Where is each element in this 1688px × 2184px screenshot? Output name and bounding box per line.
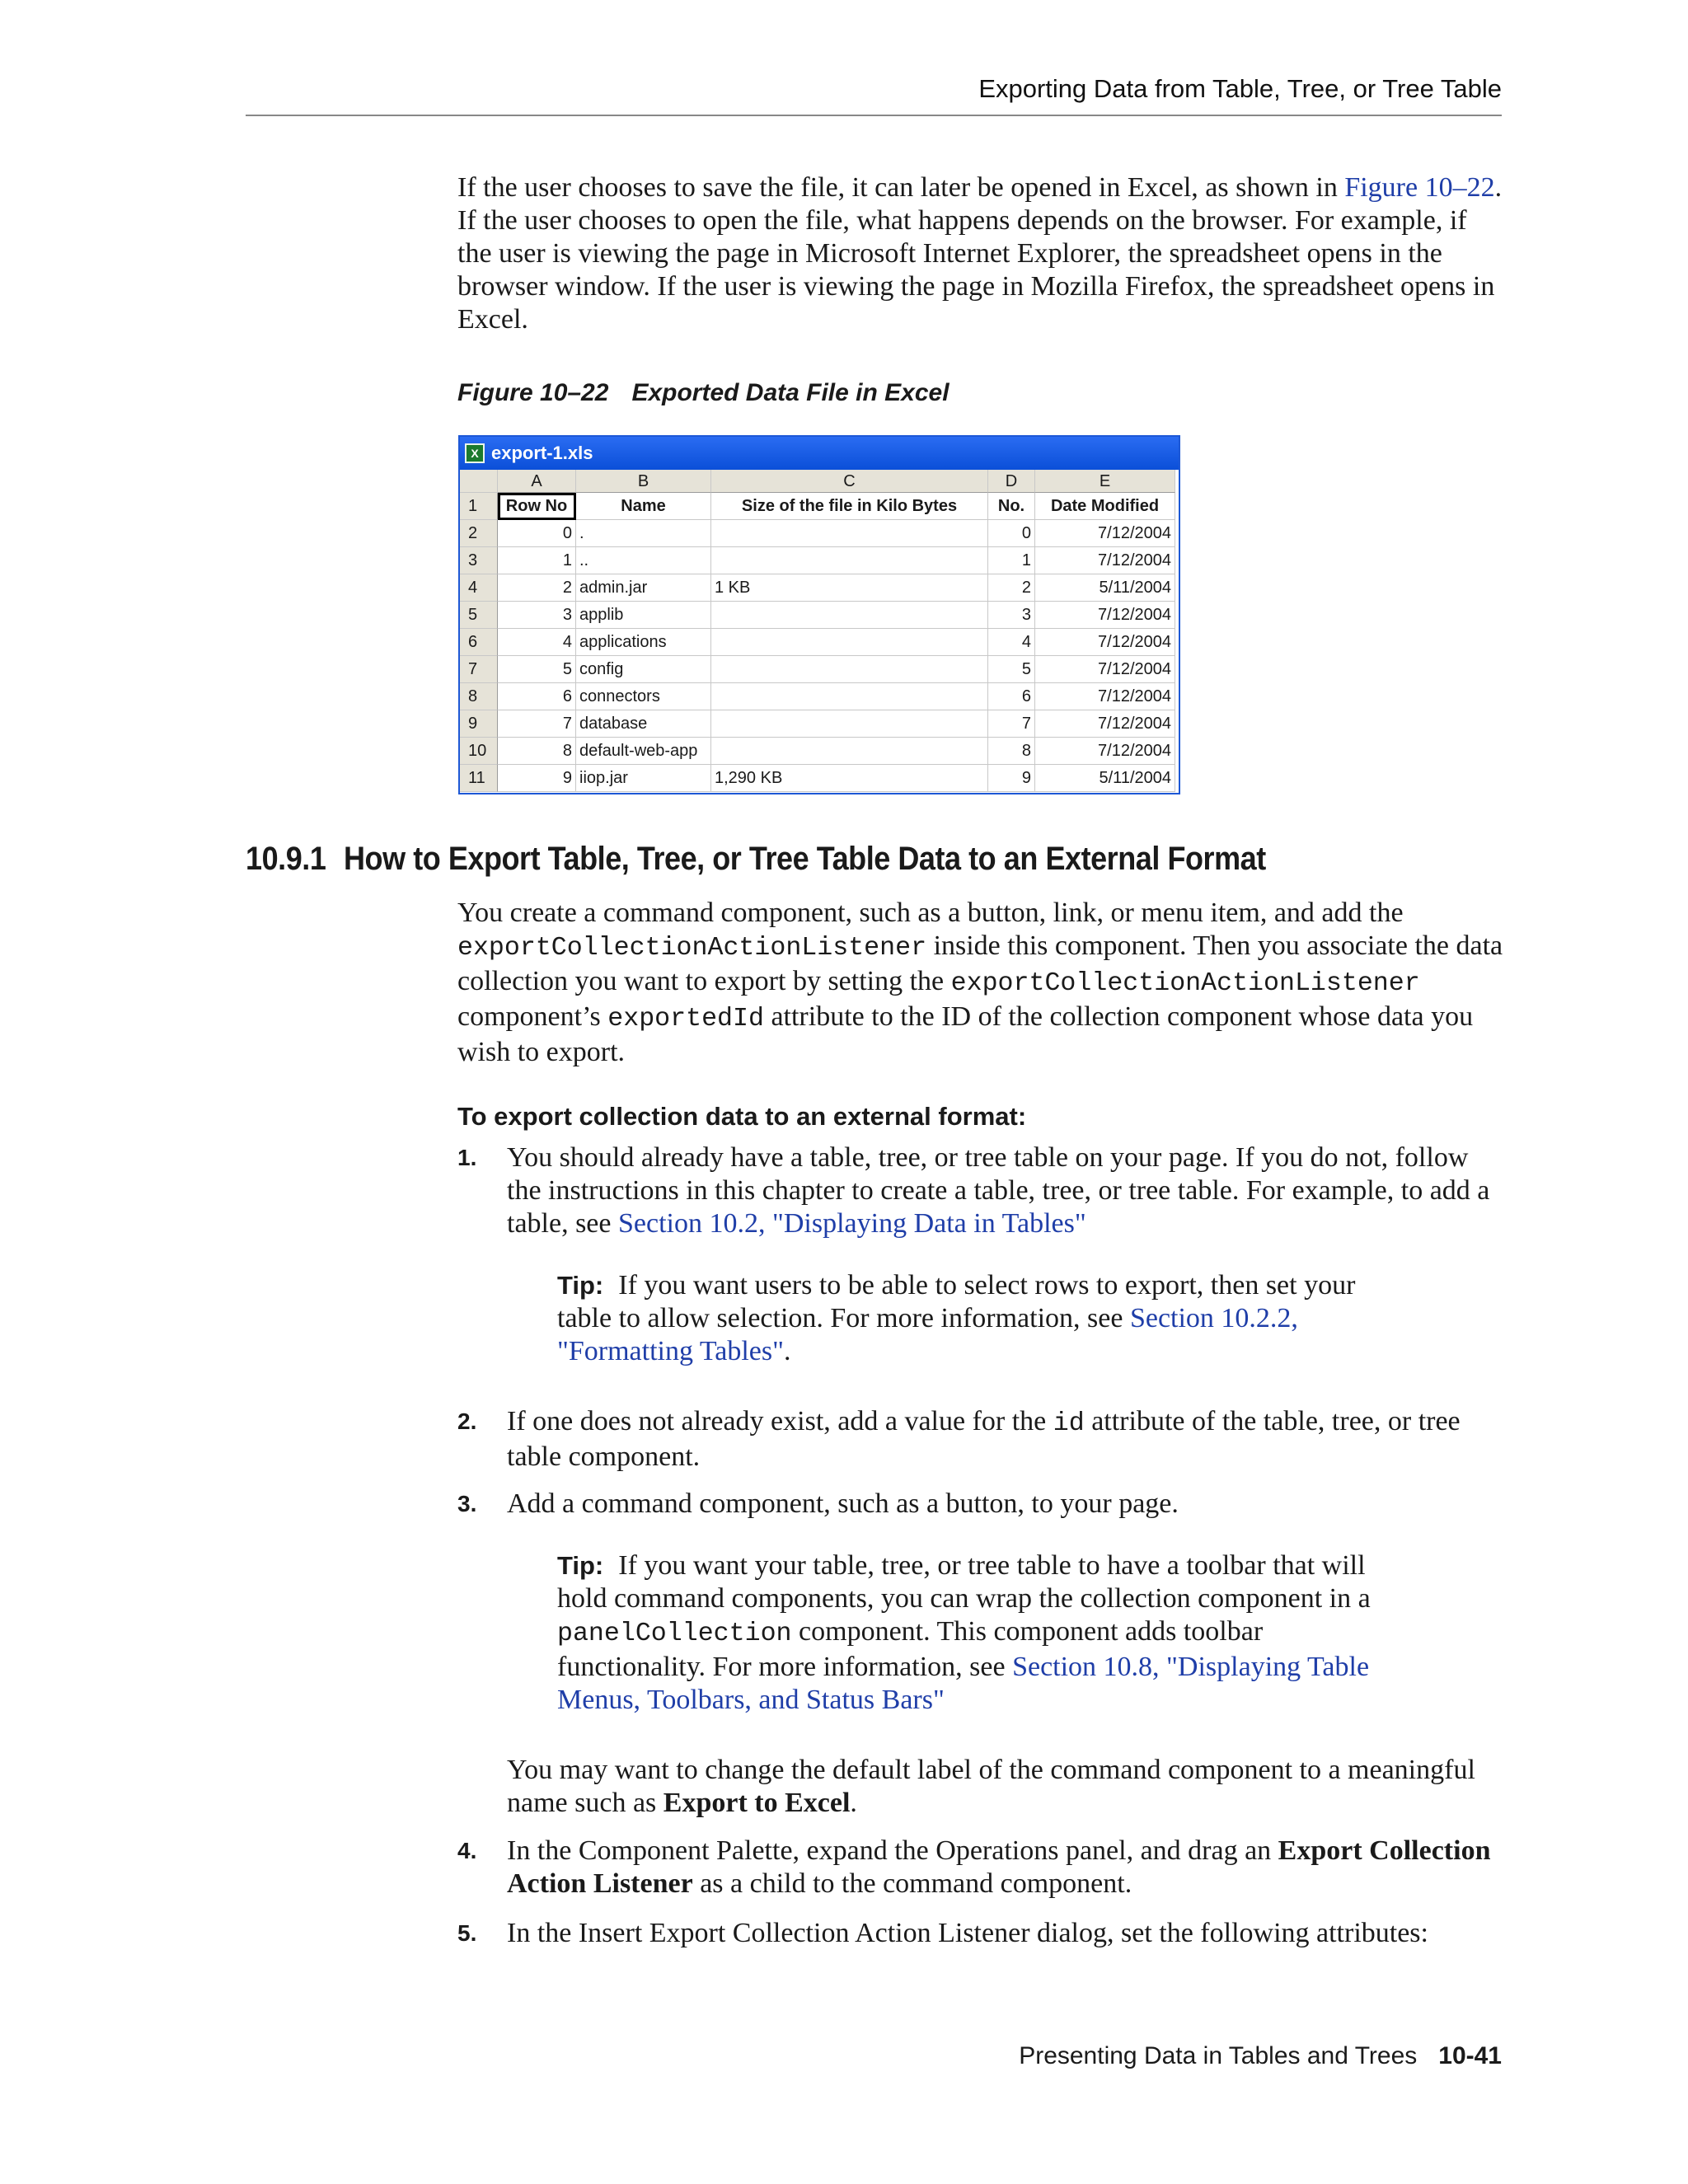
section-paragraph [457,897,1504,1069]
table-cell[interactable]: connectors [576,683,711,710]
excel-file-icon: X [465,443,485,463]
table-cell[interactable]: 1,290 KB [711,765,988,792]
section-heading [246,841,1266,878]
header-cell[interactable]: Size of the file in Kilo Bytes [711,493,988,520]
tip-label: Tip: [557,1271,604,1300]
row-header[interactable]: 8 [460,683,498,710]
table-cell[interactable]: 5/11/2004 [1035,765,1175,792]
table-cell[interactable] [711,738,988,765]
step-2 [457,1405,1504,1474]
row-header[interactable]: 11 [460,765,498,792]
table-cell[interactable]: .. [576,547,711,574]
intro-paragraph [457,171,1504,336]
step-4 [457,1835,1504,1900]
link-displaying-data-in-tables[interactable]: Section 10.2, "Displaying Data in Tables" [618,1208,1086,1239]
procedure-title: To export collection data to an external format: [457,1102,1027,1131]
row-header[interactable]: 6 [460,629,498,656]
code-export-listener-2: exportCollectionActionListener [950,969,1420,998]
step-1 [457,1141,1504,1240]
row-header[interactable]: 10 [460,738,498,765]
table-cell[interactable]: 9 [988,765,1035,792]
row-header[interactable]: 2 [460,520,498,547]
para-text-2: inside this component. Then you associate the data collection you want to export by setting the [457,930,1503,996]
page-footer [1019,2042,1502,2070]
step-number: 3. [457,1491,477,1516]
column-header-c[interactable]: C [711,470,988,493]
table-cell[interactable]: 7/12/2004 [1035,602,1175,629]
table-cell[interactable]: 5/11/2004 [1035,574,1175,602]
row-header[interactable]: 9 [460,710,498,738]
header-cell[interactable]: Row No [498,493,576,520]
step-3 [457,1488,1504,1521]
table-cell[interactable] [711,710,988,738]
table-cell[interactable]: iiop.jar [576,765,711,792]
table-cell[interactable]: 2 [988,574,1035,602]
note-text: You may want to change the default label of the command component to a meaningful name such as [507,1755,1475,1818]
row-header[interactable]: 7 [460,656,498,683]
para-text-3: component’s [457,1001,608,1032]
code-export-listener: exportCollectionActionListener [457,934,927,963]
step-5 [457,1917,1504,1950]
table-cell[interactable]: 8 [988,738,1035,765]
row-header[interactable]: 3 [460,547,498,574]
row-header[interactable]: 4 [460,574,498,602]
table-cell[interactable]: 4 [498,629,576,656]
tip-label: Tip: [557,1551,604,1580]
header-cell[interactable]: Name [576,493,711,520]
para-text: You create a command component, such as a button, link, or menu item, and add the [457,898,1404,928]
table-cell[interactable]: . [576,520,711,547]
intro-text-2: . If the user chooses to open the file, what happens depends on the browser. For example, if the user is viewing the page in Microsoft Internet Explorer, the spreadsheet opens in the browser window. If the user is viewing the page in Mozilla Firefox, the spreadsheet opens in Excel. [457,172,1503,335]
table-cell[interactable]: 1 [498,547,576,574]
table-cell[interactable]: 5 [498,656,576,683]
table-cell[interactable] [711,547,988,574]
step-number: 2. [457,1408,477,1434]
table-cell[interactable] [711,520,988,547]
code-panel-collection: panelCollection [557,1619,792,1648]
figure-caption [457,379,950,407]
header-cell[interactable]: Date Modified [1035,493,1175,520]
table-cell[interactable]: admin.jar [576,574,711,602]
table-cell[interactable]: 4 [988,629,1035,656]
code-id: id [1053,1409,1085,1438]
tip-text-end: . [784,1336,791,1366]
tip-text: If you want your table, tree, or tree table to have a toolbar that will hold command components, you can wrap the collection component in a [557,1550,1371,1614]
table-cell[interactable]: 7/12/2004 [1035,629,1175,656]
note-text-end: . [850,1788,857,1818]
code-exported-id: exportedId [607,1005,764,1033]
row-header[interactable]: 5 [460,602,498,629]
row-header[interactable]: 1 [460,493,498,520]
step-text: In the Component Palette, expand the Operations panel, and drag an [507,1835,1278,1866]
table-cell[interactable] [711,629,988,656]
link-table-menus-toolbars[interactable]: Section 10.8, "Displaying Table Menus, Toolbars, and Status Bars" [557,1652,1370,1715]
table-cell[interactable]: default-web-app [576,738,711,765]
table-cell[interactable]: 7/12/2004 [1035,683,1175,710]
column-header-a[interactable]: A [498,470,576,493]
step-text: If one does not already exist, add a value for the [507,1406,1053,1436]
excel-window [458,435,1180,794]
step-number: 5. [457,1920,477,1946]
select-all-corner[interactable] [460,470,498,493]
step-text: You should already have a table, tree, or tree table on your page. If you do not, follow the instructions in this chapter to create a table, tree, or tree table. For example, to add a table, see [507,1142,1490,1239]
tip-text-2: component. This component adds toolbar functionality. For more information, see [557,1616,1264,1682]
link-formatting-tables[interactable]: Section 10.2.2, "Formatting Tables" [557,1303,1298,1366]
column-header-b[interactable]: B [576,470,711,493]
table-cell[interactable]: 6 [988,683,1035,710]
table-cell[interactable]: 1 [988,547,1035,574]
table-cell[interactable]: 7/12/2004 [1035,710,1175,738]
table-cell[interactable]: 0 [498,520,576,547]
running-header: Exporting Data from Table, Tree, or Tree Table [978,74,1502,103]
column-header-d[interactable]: D [988,470,1035,493]
table-cell[interactable]: 6 [498,683,576,710]
spreadsheet-grid [460,470,1179,792]
table-cell[interactable] [711,656,988,683]
step-text: In the Insert Export Collection Action Listener dialog, set the following attributes: [507,1918,1428,1948]
table-cell[interactable]: 7 [498,710,576,738]
footer-chapter: Presenting Data in Tables and Trees [1019,2042,1418,2069]
column-header-e[interactable]: E [1035,470,1175,493]
header-cell[interactable]: No. [988,493,1035,520]
table-cell[interactable]: 5 [988,656,1035,683]
table-cell[interactable]: database [576,710,711,738]
table-cell[interactable]: 7 [988,710,1035,738]
intro-text: If the user chooses to save the file, it can later be opened in Excel, as shown in [457,172,1345,203]
step-text-2: as a child to the command component. [692,1868,1132,1899]
table-cell[interactable]: 3 [498,602,576,629]
table-cell[interactable]: applib [576,602,711,629]
step-text-2: attribute of the table, tree, or tree table component. [507,1406,1461,1472]
step-number: 4. [457,1838,477,1863]
step-text: Add a command component, such as a button, to your page. [507,1488,1179,1519]
table-cell[interactable]: 7/12/2004 [1035,656,1175,683]
table-cell[interactable]: 7/12/2004 [1035,738,1175,765]
header-rule [246,115,1502,116]
table-cell[interactable]: config [576,656,711,683]
tip-2 [557,1549,1414,1717]
table-cell[interactable] [711,683,988,710]
tip-text: If you want users to be able to select rows to export, then set your table to allow selection. For more information, see [557,1270,1356,1333]
tip-1 [557,1269,1414,1368]
table-cell[interactable]: 2 [498,574,576,602]
table-cell[interactable]: 7/12/2004 [1035,547,1175,574]
page-number: 10-41 [1438,2042,1502,2069]
export-listener-label: Export Collection Action Listener [507,1835,1491,1899]
step-number: 1. [457,1145,477,1170]
table-cell[interactable]: applications [576,629,711,656]
table-cell[interactable]: 9 [498,765,576,792]
section-title: How to Export Table, Tree, or Tree Table Data to an External Format [343,841,1266,877]
section-number: 10.9.1 [246,841,326,877]
figure-title: Exported Data File in Excel [631,379,950,406]
excel-titlebar [460,437,1179,470]
table-cell[interactable]: 1 KB [711,574,988,602]
table-cell[interactable]: 7/12/2004 [1035,520,1175,547]
figure-number: Figure 10–22 [457,379,609,406]
para-text-4: attribute to the ID of the collection component whose data you wish to export. [457,1001,1474,1067]
table-cell[interactable] [711,602,988,629]
table-cell[interactable]: 0 [988,520,1035,547]
table-cell[interactable]: 8 [498,738,576,765]
step-3-note [457,1754,1504,1820]
export-to-excel-label: Export to Excel [663,1788,851,1818]
excel-window-title: export-1.xls [491,443,593,463]
table-cell[interactable]: 3 [988,602,1035,629]
figure-link[interactable]: Figure 10–22 [1344,172,1495,203]
